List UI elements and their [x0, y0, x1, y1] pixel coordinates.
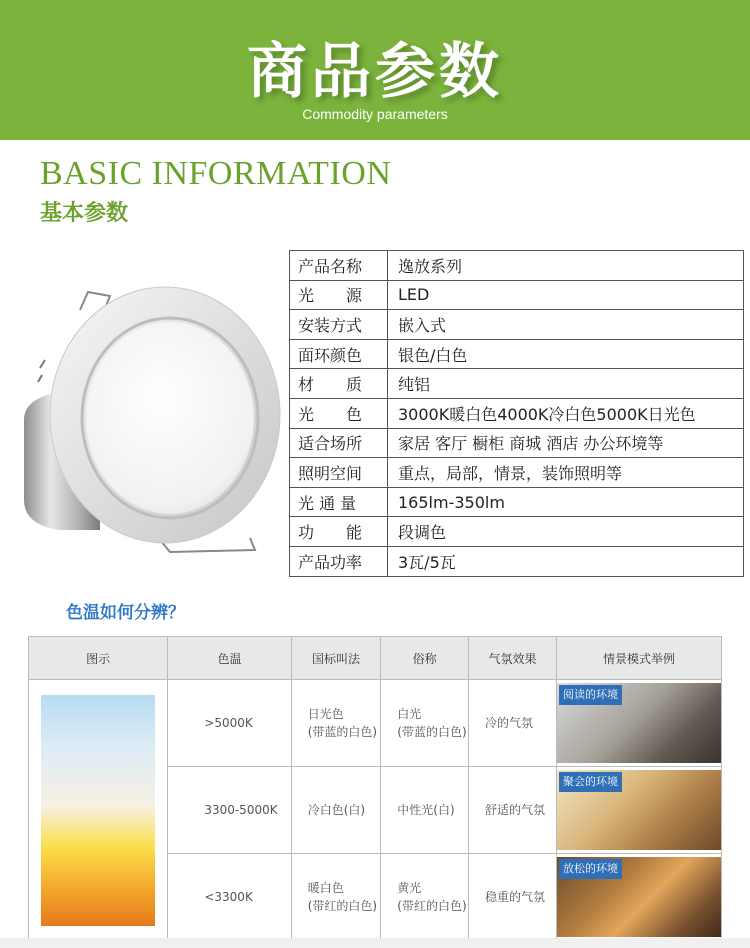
spec-value: 银色/白色: [388, 339, 744, 369]
common-cell: [381, 680, 469, 767]
spec-row: [290, 517, 744, 547]
standard-text: 日光色 (带蓝的白色): [307, 707, 378, 739]
banner-title: 商品参数: [247, 37, 503, 107]
spec-row: [290, 398, 744, 428]
header-scene: 情景模式举例: [557, 637, 722, 680]
spec-row: [290, 280, 744, 310]
spec-row: [290, 458, 744, 488]
spec-value: 纯铝: [388, 369, 744, 399]
common-text: 白光 (带蓝的白色): [397, 707, 467, 739]
header-banner: [0, 0, 750, 140]
header-temp: 色温: [168, 637, 291, 680]
common-text: 黄光 (带红的白色): [397, 881, 467, 913]
color-temp-table: [28, 636, 722, 941]
common-cell: [381, 767, 469, 854]
spec-row: [290, 546, 744, 576]
temp-cell: >5000K: [168, 680, 291, 767]
spec-value: 家居 客厅 橱柜 商城 酒店 办公环境等: [388, 428, 744, 458]
spec-key: 产品名称: [290, 251, 388, 281]
spec-key: 照明空间: [290, 458, 388, 488]
spec-row: [290, 339, 744, 369]
spec-row: [290, 428, 744, 458]
header-diagram: 图示: [29, 637, 168, 680]
common-text: 中性光(白): [397, 803, 455, 817]
standard-text: 暖白色 (带红的白色): [307, 881, 378, 913]
color-temp-question: 色温如何分辨？: [66, 603, 185, 623]
header-standard: 国标叫法: [291, 637, 381, 680]
spec-table: [289, 250, 744, 577]
scene-image-reading: [557, 683, 721, 763]
effect-cell: 冷的气氛: [468, 680, 556, 767]
table-row: [29, 680, 722, 767]
standard-cell: [291, 854, 381, 941]
section-title-en: BASIC INFORMATION: [40, 155, 392, 192]
spec-row: [290, 310, 744, 340]
standard-cell: [291, 767, 381, 854]
spec-key: 产品功率: [290, 546, 388, 576]
downlight-product-image: [10, 280, 285, 570]
spec-key: 面环颜色: [290, 339, 388, 369]
spec-key: 安装方式: [290, 310, 388, 340]
scene-label: 聚会的环境: [559, 772, 622, 792]
standard-text: 冷白色(白): [307, 803, 366, 817]
spec-key: 适合场所: [290, 428, 388, 458]
spec-value: LED: [388, 280, 744, 310]
effect-cell: 舒适的气氛: [468, 767, 556, 854]
scene-image-relax: [557, 857, 721, 937]
temp-cell: <3300K: [168, 854, 291, 941]
effect-cell: 稳重的气氛: [468, 854, 556, 941]
spec-row: [290, 487, 744, 517]
spec-row: [290, 251, 744, 281]
color-temp-gradient: [41, 695, 155, 926]
scene-label: 阅读的环境: [559, 685, 622, 705]
scene-cell: [557, 854, 722, 941]
spec-key: 光 色: [290, 398, 388, 428]
spec-value: 165lm-350lm: [388, 487, 744, 517]
temp-cell: 3300-5000K: [168, 767, 291, 854]
spec-key: 材 质: [290, 369, 388, 399]
common-cell: [381, 854, 469, 941]
scene-cell: [557, 767, 722, 854]
standard-cell: [291, 680, 381, 767]
spec-row: [290, 369, 744, 399]
spec-key: 光 通 量: [290, 487, 388, 517]
spec-value: 嵌入式: [388, 310, 744, 340]
scene-label: 放松的环境: [559, 859, 622, 879]
section-title-cn: 基本参数: [40, 201, 129, 226]
spec-key: 光 源: [290, 280, 388, 310]
banner-subtitle: Commodity parameters: [302, 106, 448, 122]
spec-value: 3000K暖白色4000K冷白色5000K日光色: [388, 398, 744, 428]
footer-strip: [0, 938, 750, 948]
gradient-cell: [29, 680, 168, 941]
scene-cell: [557, 680, 722, 767]
spec-value: 段调色: [388, 517, 744, 547]
header-effect: 气氛效果: [468, 637, 556, 680]
spec-value: 3瓦/5瓦: [388, 546, 744, 576]
spec-key: 功 能: [290, 517, 388, 547]
scene-image-party: [557, 770, 721, 850]
spec-value: 重点，局部，情景，装饰照明等: [388, 458, 744, 488]
spec-value: 逸放系列: [388, 251, 744, 281]
header-common: 俗称: [381, 637, 469, 680]
